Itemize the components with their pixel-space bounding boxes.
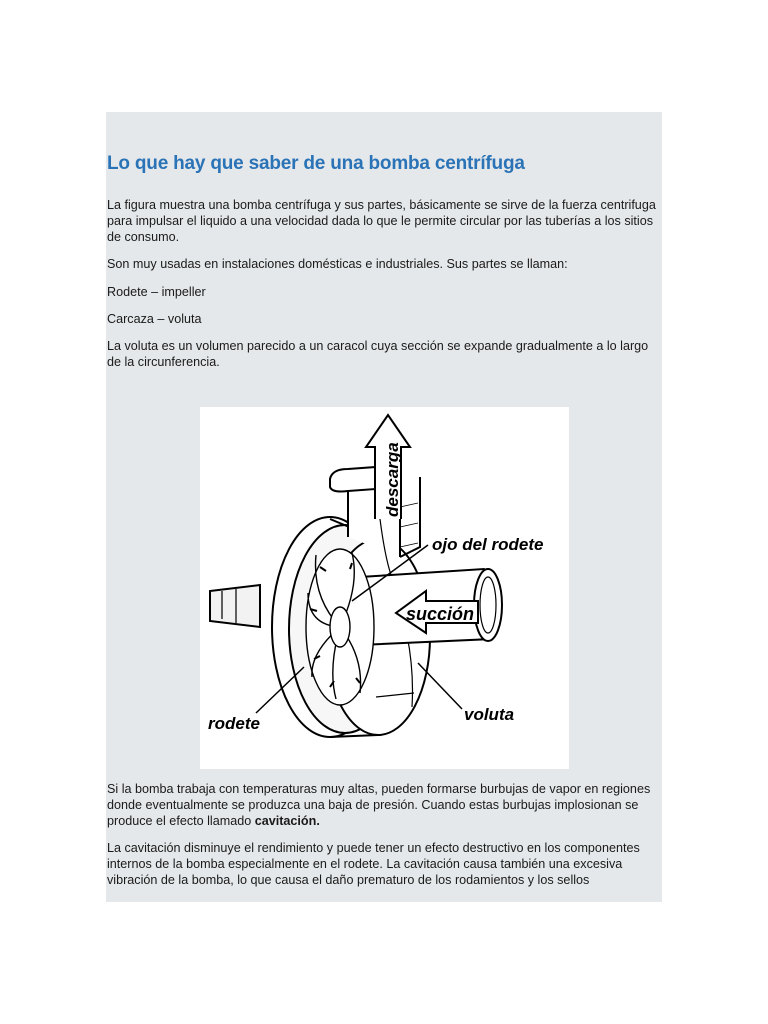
label-ojo-rodete: ojo del rodete [432, 535, 544, 554]
pump-diagram [200, 407, 569, 769]
label-descarga: descarga [383, 442, 402, 517]
impeller [306, 549, 374, 705]
label-voluta: voluta [464, 705, 515, 724]
label-succion: succión [406, 604, 475, 624]
paragraph-rodete: Rodete – impeller [107, 285, 206, 299]
paragraph-cavitation: La cavitación disminuye el rendimiento y puede tener un efecto destructivo en los componentes internos de la bomba especialmente en el rodete. La cavitación causa también una excesiva vibración de la bomba, lo que causa el daño prematuro de los rodamientos y los sellos [107, 841, 640, 887]
article-title: Lo que hay que saber de una bomba centrífuga [107, 153, 525, 174]
paragraph-carcaza: Carcaza – voluta [107, 312, 202, 326]
cavitation-term: cavitación. [254, 814, 320, 828]
shaft [210, 585, 260, 627]
paragraph-temperatures [107, 781, 657, 829]
label-rodete: rodete [208, 714, 260, 733]
paragraph-voluta: La voluta es un volumen parecido a un caracol cuya sección se expande gradualmente a lo largo de la circunferencia. [107, 339, 649, 369]
paragraph-temperatures-text: Si la bomba trabaja con temperaturas muy altas, pueden formarse burbujas de vapor en regiones donde eventualmente se produzca una baja de presión. Cuando estas burbujas implosionan se produce el efecto llamado [107, 782, 651, 828]
paragraph-intro: La figura muestra una bomba centrífuga y sus partes, básicamente se sirve de la fuerza centrifuga para impulsar el liquido a una velocidad dada lo que le permite circular por las tuberías a los sitios de consumo. [107, 198, 656, 244]
leader-voluta [418, 663, 462, 709]
paragraph-usage: Son muy usadas en instalaciones domésticas e industriales. Sus partes se llaman: [107, 257, 568, 271]
